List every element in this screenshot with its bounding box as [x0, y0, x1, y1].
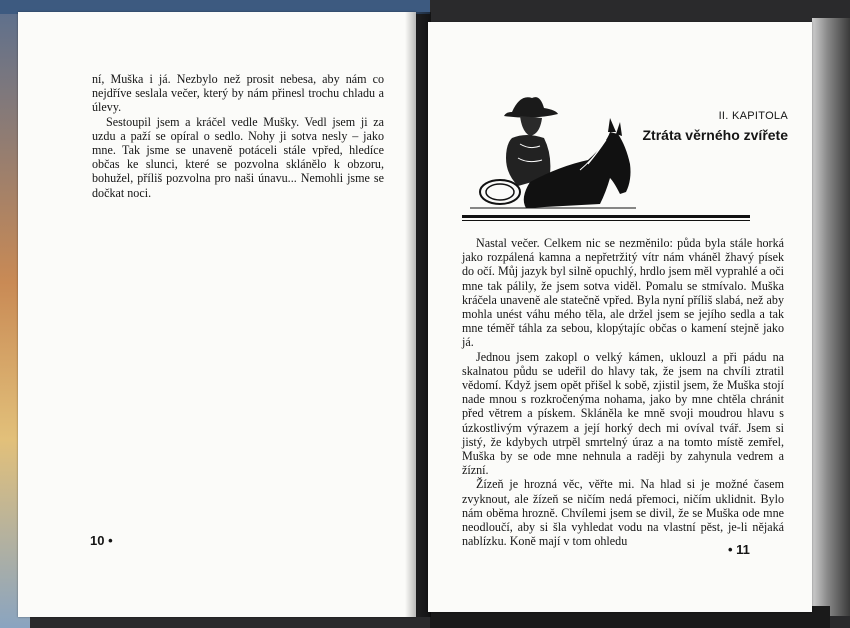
paragraph: Jednou jsem zakopl o velký kámen, uklouzl a při pádu na skalnatou půdu se udeřil do hlavy tak, že jsem na chvíli ztratil vědomí. Když jsem opět přišel k sobě, zjistil jsem, že Muška stojí nade mnou s rozkročenýma nohama, jako by mne chtěla chránit před větrem a pískem. Skláněla ke mně svoji moudrou hlavu s úzkostlivým výrazem a její horký dech mi ovíval tvář. Jsem si jistý, že kdybych utrpěl smrtelný úraz a na tomto místě zemřel, Muška by se ode mne nehnula a raději by zahynula vedrem a žízní.: [462, 349, 784, 478]
left-page: [18, 12, 416, 617]
paragraph: Nastal večer. Celkem nic se nezměnilo: půda byla stále horká jako rozpálená kamna a nepřetržitý vítr nám vháněl žhavý písek do očí. Můj jazyk byl silně opuchlý, hrdlo jsem měl vyprahlé a oči mne tak pálily, že jsem sotva viděl. Pomalu se stmívalo. Muška kráčela unaveně ale statečně vpřed. Byla nyní příliš slabá, než aby mohla unést váhu mého těla, ale držel jsem se jejího sedla a tak mne téměř táhla za sebou, klopýtajíc občas o kamení stejně jako já.: [462, 236, 784, 350]
chapter-rule-thin: [462, 220, 750, 221]
paragraph: Sestoupil jsem a kráčel vedle Mušky. Vedl jsem ji za uzdu a paží se opíral o sedlo. Nohy ji sotva nesly – jako mne. Tak jsme se unaveně potáceli stále vpřed, hledíce občas ke slunci, které se pozvolna sklánělo k obzoru, bohužel, příliš pozvolna pro naši únavu... Nemohli jsme se dočkat noci.: [92, 114, 384, 200]
page-number: 10 •: [90, 533, 113, 548]
right-page-text: [462, 236, 784, 548]
page-stack-edge: [812, 18, 850, 616]
right-page: [428, 22, 812, 612]
page-number: • 11: [728, 542, 750, 557]
chapter-title: Ztráta věrného zvířete: [642, 127, 788, 143]
paragraph: ní, Muška i já. Nezbylo než prosit nebesa, aby nám co nejdříve seslala večer, který by nám přinesl trochu chladu a úlevy.: [92, 72, 384, 115]
paragraph: Žízeň je hrozná věc, věřte mi. Na hlad si je možné časem zvyknout, ale žízeň se ničím nedá přemoci, ničím uklidnit. Bylo nám oběma hrozně. Chvílemi jsem se divil, že se Muška ode mne neodloučí, aby si šla vyhledat vodu na vlastní pěst, je-li nějaká nablízku. Koně mají v tom ohledu: [462, 477, 784, 549]
chapter-rule-thick: [462, 215, 750, 218]
chapter-label: II. KAPITOLA: [718, 110, 788, 122]
cowboy-on-horse-illustration: [460, 74, 636, 214]
left-page-text: [92, 72, 384, 200]
